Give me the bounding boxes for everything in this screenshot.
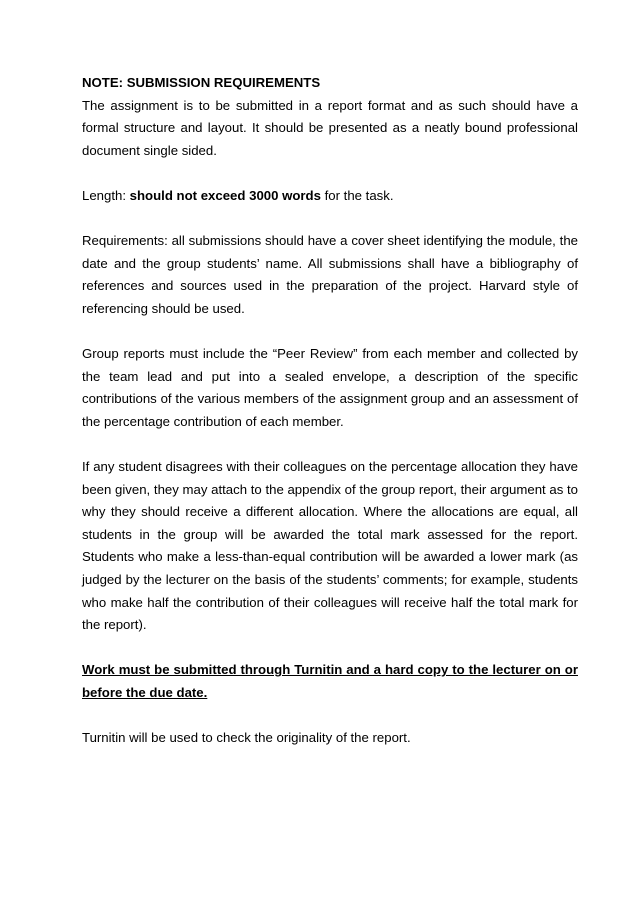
length-paragraph	[82, 185, 578, 208]
word-limit-text: should not exceed 3000 words	[129, 187, 321, 203]
document-page	[82, 72, 578, 772]
disagreement-paragraph: If any student disagrees with their colleagues on the percentage allocation they have been given, they may attach to the appendix of the group report, their argument as to why they should receive a different allocation. Where the allocations are equal, all students in the group will be awarded the total mark assessed for the report. Students who make a less-than-equal contribution will be awarded a lower mark (as judged by the lecturer on the basis of the students’ comments; for example, students who make half the contribution of their colleagues will receive half the total mark for the report).	[82, 459, 578, 633]
turnitin-submission-paragraph: Work must be submitted through Turnitin and a hard copy to the lecturer on or before the due date.	[82, 662, 578, 701]
length-suffix: for the task.	[320, 187, 394, 203]
requirements-paragraph: Requirements: all submissions should have a cover sheet identifying the module, the date and the group students’ name. All submissions shall have a bibliography of references and sources used in the preparation of the project. Harvard style of referencing should be used.	[82, 233, 578, 316]
submission-requirements-heading: NOTE: SUBMISSION REQUIREMENTS	[82, 75, 321, 90]
group-reports-paragraph: Group reports must include the “Peer Review” from each member and collected by the team lead and put into a sealed envelope, a description of the specific contributions of the various members of the assignment group and an assessment of the percentage contribution of each member.	[82, 346, 578, 429]
length-label: Length:	[82, 187, 130, 203]
format-paragraph: The assignment is to be submitted in a report format and as such should have a formal structure and layout. It should be presented as a neatly bound professional document single sided.	[82, 97, 578, 158]
turnitin-originality-paragraph: Turnitin will be used to check the originality of the report.	[82, 730, 411, 746]
